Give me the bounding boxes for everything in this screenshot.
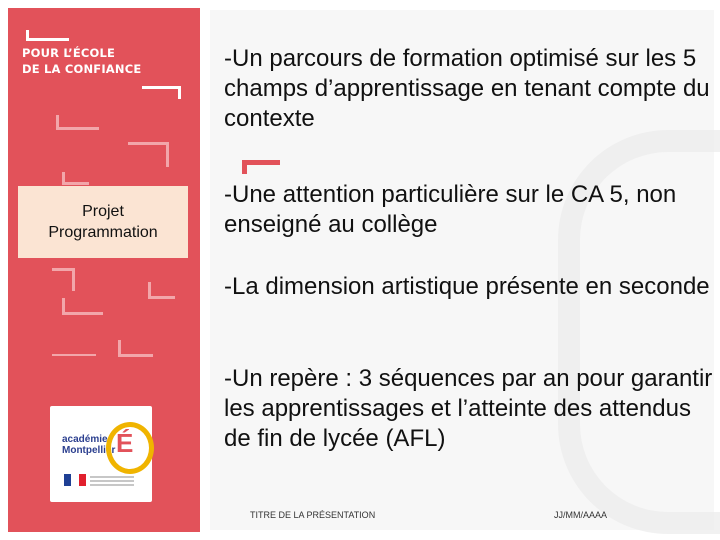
bracket-decoration-icon <box>62 172 89 185</box>
republic-flag-icon <box>64 474 86 486</box>
line-decoration-icon <box>52 354 96 358</box>
bracket-decoration-icon <box>56 115 99 130</box>
academie-logo-line-1: académie <box>62 434 108 445</box>
section-label-line-1: Projet <box>82 203 124 220</box>
bracket-decoration-icon <box>118 340 153 357</box>
bracket-decoration-icon <box>52 268 75 291</box>
bullet-paragraph-4: -Un repère : 3 séquences par an pour garantir les apprentissages et l’atteinte des attendus de fin de lycée (AFL) <box>224 365 713 452</box>
bullet-paragraph-1: -Un parcours de formation optimisé sur les 5 champs d’apprentissage en tenant compte du contexte <box>224 45 710 132</box>
accent-bracket-icon <box>242 160 280 174</box>
republic-caption-lines <box>90 476 134 478</box>
bracket-decoration-icon <box>148 282 175 299</box>
brand-line-1: POUR L’ÉCOLE <box>22 46 116 60</box>
academie-logo-line-2: Montpellier <box>62 445 116 456</box>
section-label-line-2: Programmation <box>48 224 158 241</box>
footer-title: TITRE DE LA PRÉSENTATION <box>250 510 376 520</box>
brand-hook-icon <box>26 30 69 41</box>
academie-e-icon: É <box>116 428 134 458</box>
section-label <box>18 186 188 258</box>
academie-logo <box>50 406 152 502</box>
bullet-paragraph-2: -Une attention particulière sur le CA 5, non enseigné au collège <box>224 181 677 238</box>
bracket-decoration-icon <box>62 298 103 315</box>
brand-hook-end-icon <box>142 86 181 99</box>
brand-logo <box>22 34 192 94</box>
content-area <box>210 10 714 530</box>
brand-line-2: DE LA CONFIANCE <box>22 62 142 76</box>
bullet-paragraph-3: -La dimension artistique présente en seconde <box>224 273 710 300</box>
footer-date: JJ/MM/AAAA <box>554 510 608 520</box>
bracket-decoration-icon <box>128 142 169 167</box>
